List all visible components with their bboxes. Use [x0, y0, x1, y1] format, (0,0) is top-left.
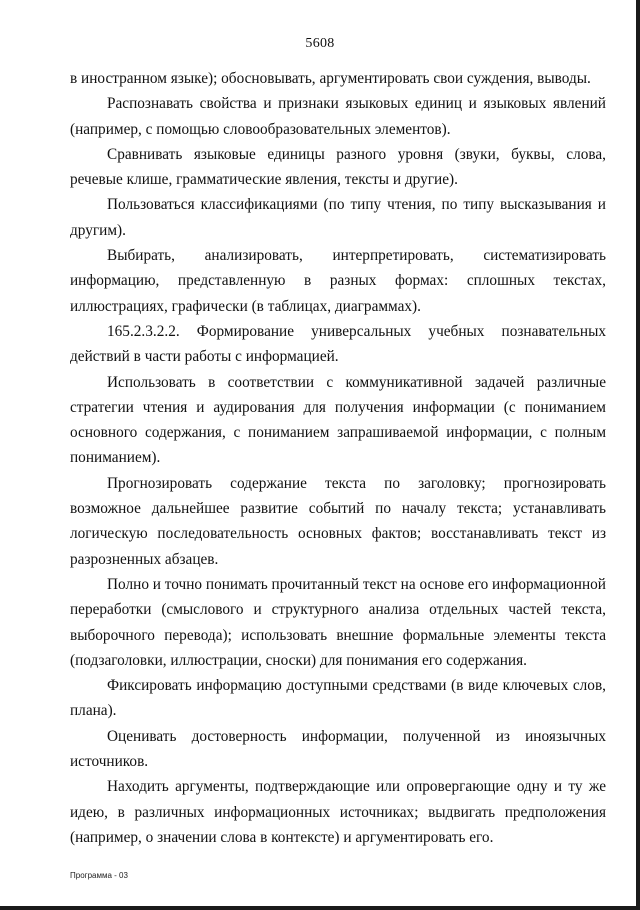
paragraph: Фиксировать информацию доступными средствами (в виде ключевых слов, плана). — [70, 677, 606, 720]
paragraph: Находить аргументы, подтверждающие или опровергающие одну и ту же идею, в различных информационных источниках; выдвигать предположения (например, о значении слова в контексте) и аргументировать его. — [70, 778, 606, 846]
paragraph: Пользоваться классификациями (по типу чтения, по типу высказывания и другим). — [70, 196, 606, 239]
paragraph: Полно и точно понимать прочитанный текст на основе его информационной переработки (смыслового и структурного анализа отдельных частей текста, выборочного перевода); использовать внешние формальные элементы текста (подзаголовки, иллюстрации, сноски) для понимания его содержания. — [70, 575, 606, 669]
paragraph: в иностранном языке); обосновывать, аргументировать свои суждения, выводы. — [70, 70, 591, 87]
document-body — [70, 66, 606, 850]
paragraph: Прогнозировать содержание текста по заголовку; прогнозировать возможное дальнейшее развитие событий по началу текста; устанавливать логическую последовательность основных фактов; восстанавливать текст из разрозненных абзацев. — [70, 474, 606, 568]
page-number: 5608 — [305, 36, 335, 51]
paragraph: Распознавать свойства и признаки языковых единиц и языковых явлений (например, с помощью словообразовательных элементов). — [70, 95, 606, 138]
paragraph: Использовать в соответствии с коммуникативной задачей различные стратегии чтения и аудирования для получения информации (с пониманием основного содержания, с пониманием запрашиваемой информации, с полным пониманием). — [70, 373, 606, 467]
paragraph: Сравнивать языковые единицы разного уровня (звуки, буквы, слова, речевые клише, грамматические явления, тексты и другие). — [70, 145, 606, 189]
paragraph: Оценивать достоверность информации, полученной из иноязычных источников. — [70, 727, 606, 771]
page-footer: Программа - 03 — [70, 871, 128, 880]
section-heading: 165.2.3.2.2. Формирование универсальных учебных познавательных действий в части работы с информацией. — [70, 322, 606, 366]
paragraph: Выбирать, анализировать, интерпретировать, систематизировать информацию, представленную в разных формах: сплошных текстах, иллюстрациях, графически (в таблицах, диаграммах). — [70, 247, 606, 315]
